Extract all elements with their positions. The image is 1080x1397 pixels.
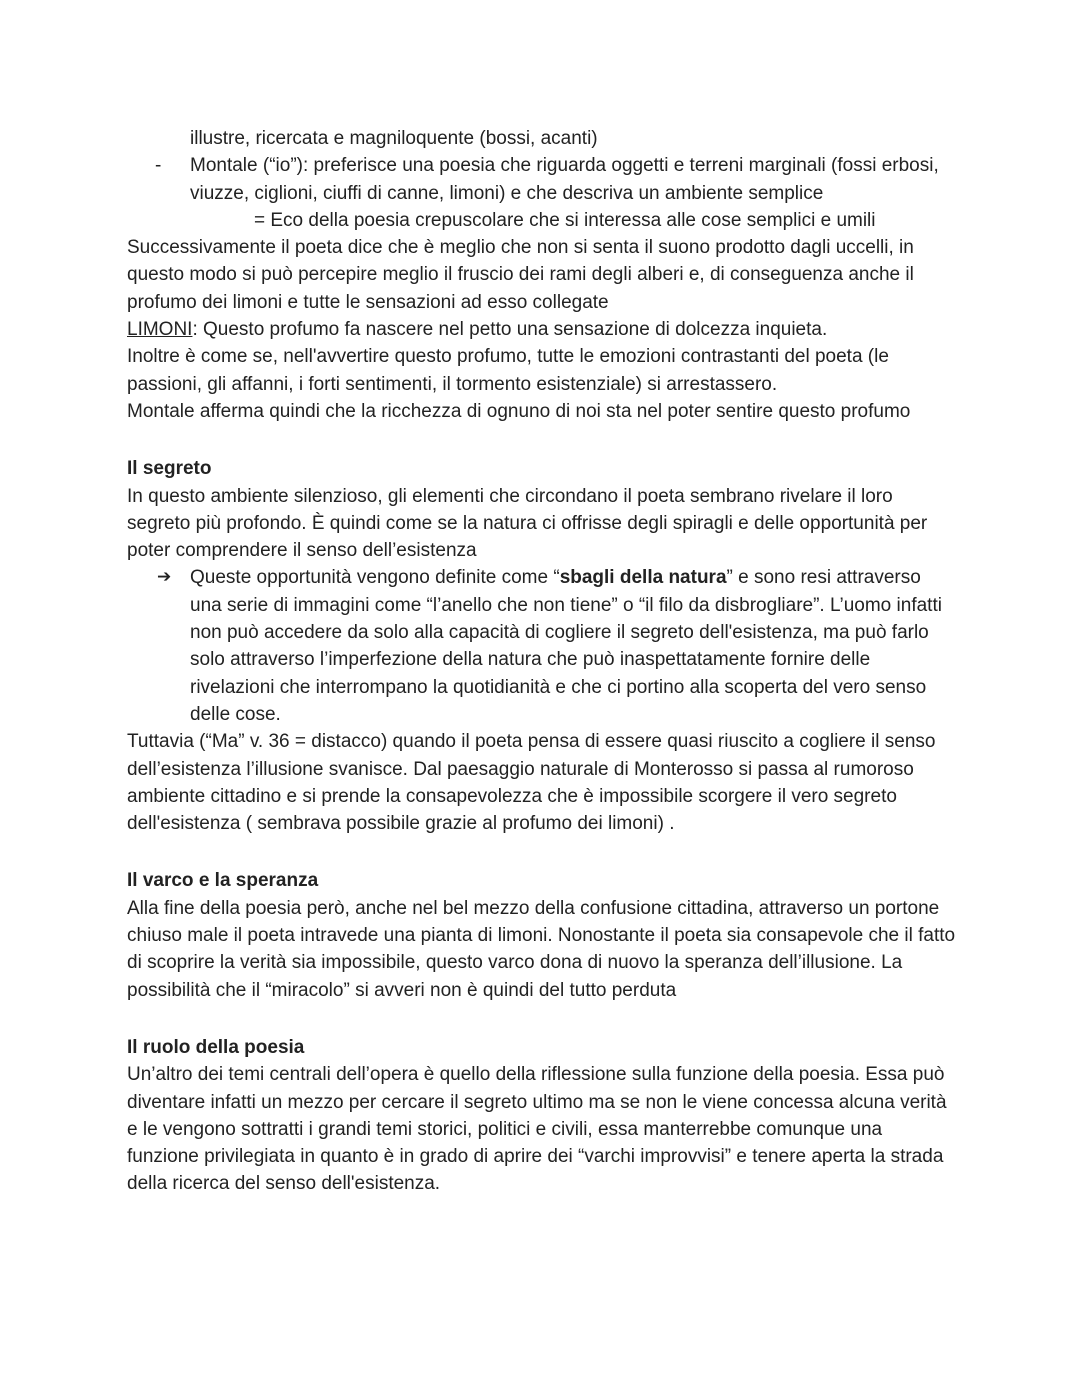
section-spacer [127, 425, 957, 455]
eco-note: = Eco della poesia crepuscolare che si interessa alle cose semplici e umili [254, 209, 876, 231]
arrow-item-sbagli [127, 564, 957, 728]
heading-il-segreto: Il segreto [127, 458, 212, 480]
paragraph-successivamente: Successivamente il poeta dice che è meglio che non si senta il suono prodotto dagli uccelli, in questo modo si può percepire meglio il fruscio dei rami degli alberi e, di conseguenza anche il profumo dei limoni e tutte le sensazioni ad esso collegate [127, 237, 914, 313]
document-page [127, 125, 957, 1198]
arrow-bullet-icon: ➔ [157, 567, 172, 588]
heading-il-ruolo: Il ruolo della poesia [127, 1036, 305, 1058]
paragraph-ricchezza: Montale afferma quindi che la ricchezza di ognuno di noi sta nel poter sentire questo profumo [127, 400, 911, 422]
dash-bullet-icon: - [155, 155, 162, 177]
arrow-text-bold: sbagli della natura [559, 567, 727, 589]
limoni-text: : Questo profumo fa nascere nel petto una sensazione di dolcezza inquieta. [192, 319, 828, 341]
bullet-text: Montale (“io”): preferisce una poesia che riguarda oggetti e terreni marginali (fossi erbosi, viuzze, ciglioni, ciuffi di canne, limoni) e che descriva un ambiente semplice [190, 155, 939, 204]
paragraph-limoni [127, 316, 957, 343]
section-spacer [127, 1004, 957, 1034]
arrow-text-post: ” e sono resi attraverso una serie di immagini come “l’anello che non tiene” o “il filo da disbrogliare”. L’uomo infatti non può accedere da solo alla capacità di cogliere il segreto dell'esistenza, ma può farlo solo attraverso l’imperfezione della natura che può inaspettatamente fornire delle rivelazioni che interrompano la quotidianità e che ci portino alla scoperta del vero senso delle cose. [190, 567, 942, 725]
arrow-text-pre: Queste opportunità vengono definite come “ [190, 567, 560, 589]
paragraph-tuttavia: Tuttavia (“Ma” v. 36 = distacco) quando il poeta pensa di essere quasi riuscito a cogliere il senso dell’esistenza l’illusione svanisce. Dal paesaggio naturale di Monterosso si passa al rumoroso ambiente cittadino e si prende la consapevolezza che è impossibile scorgere il vero segreto dell'esistenza ( sembrava possibile grazie al profumo dei limoni) . [127, 731, 936, 835]
bullet-item-montale [127, 152, 957, 207]
section-spacer [127, 837, 957, 867]
paragraph-varco: Alla fine della poesia però, anche nel bel mezzo della confusione cittadina, attraverso un portone chiuso male il poeta intravede una pianta di limoni. Nonostante il poeta sia consapevole che il fatto di scoprire la verità sia impossibile, questo varco dona di nuovo la speranza dell’illusione. La possibilità che il “miracolo” si avveri non è quindi del tutto perduta [127, 897, 956, 1001]
paragraph-inoltre: Inoltre è come se, nell'avvertire questo profumo, tutte le emozioni contrastanti del poeta (le passioni, gli affanni, i forti sentimenti, il tormento esistenziale) si arrestassero. [127, 346, 889, 395]
paragraph-ambiente-silenzioso: In questo ambiente silenzioso, gli elementi che circondano il poeta sembrano rivelare il loro segreto più profondo. È quindi come se la natura ci offrisse degli spiragli e delle opportunità per poter comprendere il senso dell’esistenza [127, 485, 928, 562]
heading-il-varco: Il varco e la speranza [127, 870, 319, 892]
continued-line: illustre, ricercata e magniloquente (bossi, acanti) [190, 128, 598, 149]
paragraph-ruolo: Un’altro dei temi centrali dell’opera è quello della riflessione sulla funzione della poesia. Essa può diventare infatti un mezzo per cercare il segreto ultimo ma se non le viene concessa alcuna verità e le vengono sottratti i grandi temi storici, politici e civili, essa manterrebbe comunque una funzione privilegiata in quanto è in grado di aprire dei “varchi improvvisi” e tenere aperta la strada della ricerca del senso dell'esistenza. [127, 1064, 947, 1195]
limoni-label: LIMONI [127, 319, 193, 341]
